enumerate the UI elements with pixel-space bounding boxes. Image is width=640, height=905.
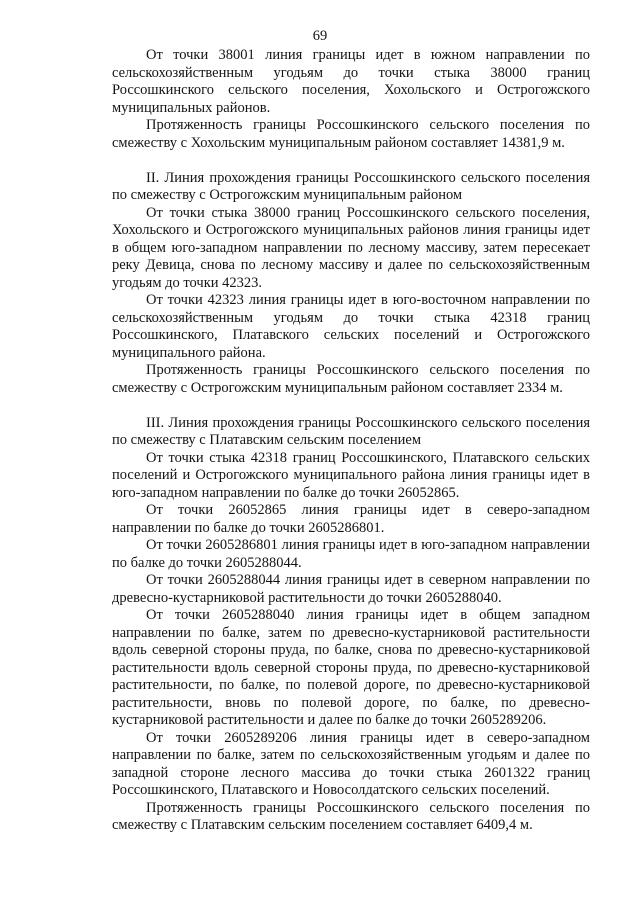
paragraph: От точки 2605288044 линия границы идет в северном направлении по древесно-кустарниковой растительности до точки 2605288040. [112, 572, 590, 606]
paragraph: От точки 2605289206 линия границы идет в северо-западном направлении по балке, затем по сельскохозяйственным угодьям и далее по западной стороне лесного массива до точки стыка 2601322 границ Россошкинского, Платавского и Новосолдатского сельских поселений. [112, 729, 590, 798]
paragraph: От точки 42323 линия границы идет в юго-восточном направлении по сельскохозяйственным угодьям до точки стыка 42318 границ Россошкинского, Платавского сельских поселений и Острогожского муниципального района. [112, 292, 590, 361]
paragraph: От точки стыка 42318 границ Россошкинского, Платавского сельских поселений и Острогожского муниципального района линия границы идет в юго-западном направлении по балке до точки 26052865. [112, 449, 590, 501]
paragraph: От точки 2605286801 линия границы идет в юго-западном направлении по балке до точки 2605288044. [112, 537, 590, 571]
paragraph: От точки 2605288040 линия границы идет в общем западном направлении по балке, затем по древесно-кустарниковой растительности вдоль северной стороны пруда, по балке, снова по древесно-кустарниковой растительности вдоль северной стороны пруда, по древесно-кустарниковой растительности, по балке, по полевой дороге, по древесно-кустарниковой растительности, вновь по полевой дороге, по балке, по древесно-кустарниковой растительности и далее по балке до точки 2605289206. [112, 607, 590, 728]
paragraph: Протяженность границы Россошкинского сельского поселения по смежеству с Платавским сельским поселением составляет 6409,4 м. [112, 799, 590, 833]
section-heading: III. Линия прохождения границы Россошкинского сельского поселения по смежеству с Платавским сельским поселением [112, 414, 590, 448]
page-number: 69 [312, 28, 328, 44]
paragraph: Протяженность границы Россошкинского сельского поселения по смежеству с Острогожским муниципальным районом составляет 2334 м. [112, 362, 590, 396]
paragraph: От точки стыка 38000 границ Россошкинского сельского поселения, Хохольского и Острогожского муниципальных районов линия границы идет в общем юго-западном направлении по лесному массиву, затем пересекает реку Девица, снова по лесному массиву и далее по сельскохозяйственным угодьям до точки 42323. [112, 204, 590, 291]
section-heading: II. Линия прохождения границы Россошкинского сельского поселения по смежеству с Острогожским муниципальным районом [112, 169, 590, 203]
document-body [112, 47, 590, 835]
paragraph: Протяженность границы Россошкинского сельского поселения по смежеству с Хохольским муниципальным районом составляет 14381,9 м. [112, 117, 590, 151]
paragraph: От точки 38001 линия границы идет в южном направлении по сельскохозяйственным угодьям до точки стыка 38000 границ Россошкинского сельского поселения, Хохольского и Острогожского муниципальных районов. [112, 47, 590, 116]
paragraph: От точки 26052865 линия границы идет в северо-западном направлении по балке до точки 2605286801. [112, 502, 590, 536]
